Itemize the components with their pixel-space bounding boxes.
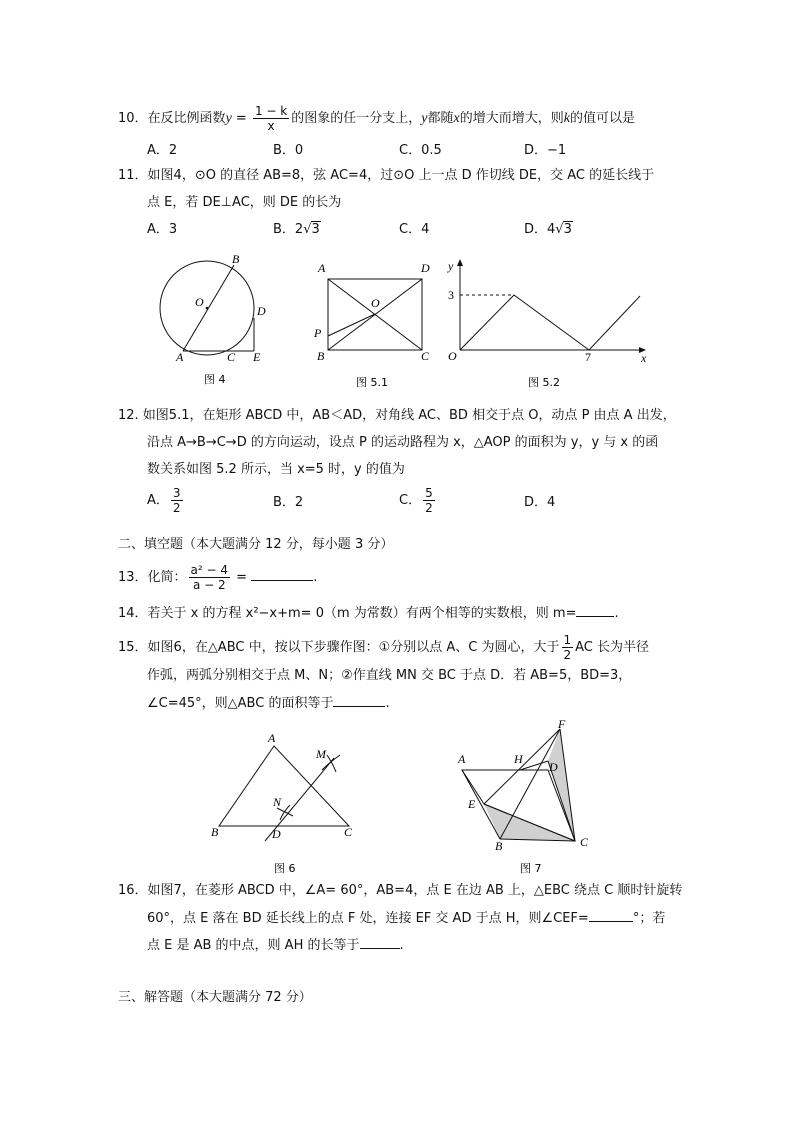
q16-line3 — [147, 936, 404, 955]
q14-answer-blank[interactable] — [576, 604, 614, 617]
q10-option-d: D．−1 — [524, 143, 567, 158]
q12-option-c-prefix: C． — [399, 493, 422, 508]
q16-line3-pre: 点 E 是 AB 的中点，则 AH 的长等于 — [147, 938, 360, 953]
fig51-label-b: B — [317, 349, 325, 363]
fig4-label-b: B — [232, 252, 240, 266]
fig7-line-hd — [520, 761, 548, 770]
q16-line2 — [147, 909, 665, 928]
q10-option-c: C．0.5 — [399, 143, 442, 158]
q11-option-c: C．4 — [399, 222, 430, 237]
q15-line3-text: ∠C=45°，则△ABC 的面积等于 — [147, 696, 334, 711]
fig7-label-d: D — [549, 760, 558, 774]
q12-option-a-num: 3 — [172, 486, 181, 500]
fig6-label-m: M — [316, 747, 326, 761]
fig4-diameter-ab — [183, 265, 234, 351]
fig7-label-f: F — [558, 718, 566, 731]
q14-post: . — [614, 606, 619, 621]
figure-5-1 — [308, 256, 438, 388]
fig6-caption: 图 6 — [274, 862, 296, 875]
q16-answer-blank-1[interactable] — [589, 909, 633, 922]
fig52-label-7: 7 — [585, 350, 591, 364]
fig7-label-a: A — [458, 752, 466, 766]
fig52-graph — [460, 295, 640, 350]
q14-text: 14．若关于 x 的方程 x²−x+m= 0（m 为常数）有两个相等的实数根，则 m= — [118, 606, 577, 621]
q10-frac-num: 1 − k — [254, 104, 288, 118]
q13-pre: 13．化简： — [118, 570, 187, 585]
q13-line — [118, 563, 317, 592]
q12-option-b: B．2 — [273, 495, 304, 510]
q10-mid: 的图象的任一分支上， — [291, 111, 422, 126]
q12-option-c-den: 2 — [425, 501, 433, 515]
q10-mid3: 的增大而增大，则 — [459, 111, 564, 126]
fig52-y-arrow — [457, 259, 463, 266]
q13-eq: = — [232, 570, 252, 585]
q11-option-d: D．4√3 — [524, 222, 572, 237]
fig4-label-a: A — [176, 350, 184, 364]
q16-line2-post: °；若 — [632, 911, 666, 926]
q10-mid2: 都随 — [427, 111, 454, 126]
q12-option-c-fraction — [423, 486, 435, 515]
fig4-label-e: E — [253, 350, 261, 364]
fig4-caption: 图 4 — [204, 373, 226, 386]
q15-line3-post: . — [385, 696, 390, 711]
q12-option-a-den: 2 — [172, 501, 181, 515]
fig6-label-a: A — [268, 731, 276, 745]
q11-option-b: B．2√3 — [273, 222, 320, 237]
figure-5-2 — [442, 256, 652, 388]
fig6-label-n: N — [273, 795, 282, 809]
q10-eq: = — [231, 111, 251, 126]
fig52-label-y: y — [448, 259, 454, 273]
q12-line3: 数关系如图 5.2 所示，当 x=5 时，y 的值为 — [147, 462, 405, 477]
q15-line1 — [118, 633, 649, 662]
fig6-label-b: B — [211, 825, 219, 839]
q15-line3 — [147, 694, 390, 713]
q12-option-a-prefix: A． — [147, 493, 169, 508]
fig4-label-o: O — [195, 295, 204, 309]
figure-6 — [200, 728, 370, 878]
fig7-label-c: C — [580, 835, 589, 849]
fig52-label-x: x — [641, 351, 647, 365]
fig51-label-c: C — [421, 349, 430, 363]
fig52-label-o: O — [448, 349, 457, 363]
q10-y2: y — [421, 111, 428, 126]
fig7-label-h: H — [514, 752, 523, 766]
q11-option-a: A．3 — [147, 222, 178, 237]
q11-option-b-text: B．2 — [273, 222, 304, 237]
fig51-label-a: A — [318, 261, 326, 275]
fig52-caption: 图 5.2 — [528, 376, 560, 388]
q13-fraction — [189, 563, 230, 592]
figure-4 — [150, 248, 280, 388]
q10-frac-den: x — [267, 119, 275, 133]
fig6-arc-n — [277, 808, 293, 816]
q10-x: x — [453, 111, 460, 126]
q10-y: y — [225, 111, 232, 126]
q10-option-a: A．2 — [147, 143, 178, 158]
q11-option-d-radical: 3 — [563, 222, 572, 237]
fig52-label-3: 3 — [448, 288, 454, 302]
q15-answer-blank[interactable] — [333, 694, 385, 707]
q11-line2: 点 E，若 DE⊥AC，则 DE 的长为 — [147, 195, 342, 210]
fig7-shaded-region — [548, 729, 575, 841]
q15-frac-num: 1 — [563, 633, 572, 647]
q15-line1-pre: 15．如图6，在△ABC 中，按以下步骤作图：①分别以点 A、C 为圆心，大于 — [118, 640, 560, 655]
q15-line1-post: AC 长为半径 — [575, 640, 650, 655]
fig51-label-d: D — [421, 261, 430, 275]
q10-option-b: B．0 — [273, 143, 304, 158]
q13-post: . — [313, 570, 318, 585]
q16-line3-post: . — [399, 938, 404, 953]
q11-line1: 11．如图4，⊙O 的直径 AB=8，弦 AC=4，过⊙O 上一点 D 作切线 DE，交 AC 的延长线于 — [118, 168, 655, 183]
q16-line1: 16．如图7，在菱形 ABCD 中，∠A= 60°，AB=4，点 E 在边 AB 上，△EBC 绕点 C 顺时针旋转 — [118, 883, 683, 898]
q13-frac-num: a² − 4 — [190, 563, 229, 577]
q11-option-b-radical: 3 — [311, 222, 320, 237]
q10-fraction — [253, 104, 289, 133]
q11-option-d-text: D．4 — [524, 222, 556, 237]
q10-k: k — [563, 111, 570, 126]
fig6-label-d: D — [272, 827, 281, 841]
q16-answer-blank-2[interactable] — [360, 936, 400, 949]
section-2-heading: 二、填空题（本大题满分 12 分，每小题 3 分） — [118, 537, 394, 552]
q12-line2: 沿点 A→B→C→D 的方向运动，设点 P 的运动路程为 x，△AOP 的面积为 y，y 与 x 的函 — [147, 435, 659, 450]
q12-line1: 12. 如图5.1，在矩形 ABCD 中，AB＜AD，对角线 AC、BD 相交于点 O，动点 P 由点 A 出发， — [118, 408, 676, 423]
q15-frac-den: 2 — [563, 648, 572, 662]
q15-line2: 作弧，两弧分别相交于点 M、N；②作直线 MN 交 BC 于点 D．若 AB=5，BD=3， — [147, 668, 632, 683]
q12-option-a-fraction — [171, 486, 183, 515]
fig7-label-e: E — [468, 797, 476, 811]
q10-pre: 在反比例函数 — [147, 111, 226, 126]
fig4-center-dot — [206, 307, 209, 310]
q10-number: 10． — [118, 111, 148, 126]
fig6-label-c: C — [344, 825, 353, 839]
fig51-caption: 图 5.1 — [356, 376, 388, 388]
q12-option-c — [399, 486, 437, 515]
fig4-label-c: C — [227, 350, 236, 364]
q16-line2-pre: 60°，点 E 落在 BD 延长线上的点 F 处，连接 EF 交 AD 于点 H，则∠CEF= — [147, 911, 589, 926]
q12-option-c-num: 5 — [425, 486, 433, 500]
q12-option-d: D．4 — [524, 495, 556, 510]
q12-option-a — [147, 486, 185, 515]
q10-line — [118, 104, 635, 133]
q10-post: 的值可以是 — [569, 111, 635, 126]
figure-7 — [450, 718, 610, 878]
q15-fraction — [562, 633, 574, 662]
fig7-label-b: B — [495, 839, 503, 853]
fig4-label-d: D — [257, 304, 266, 318]
fig51-label-o: O — [371, 296, 380, 310]
section-3-heading: 三、解答题（本大题满分 72 分） — [118, 990, 312, 1005]
q14-line — [118, 604, 619, 623]
q13-answer-blank[interactable] — [251, 568, 313, 581]
fig7-caption: 图 7 — [520, 862, 542, 875]
q13-frac-den: a − 2 — [192, 578, 226, 592]
fig51-label-p: P — [314, 326, 322, 340]
